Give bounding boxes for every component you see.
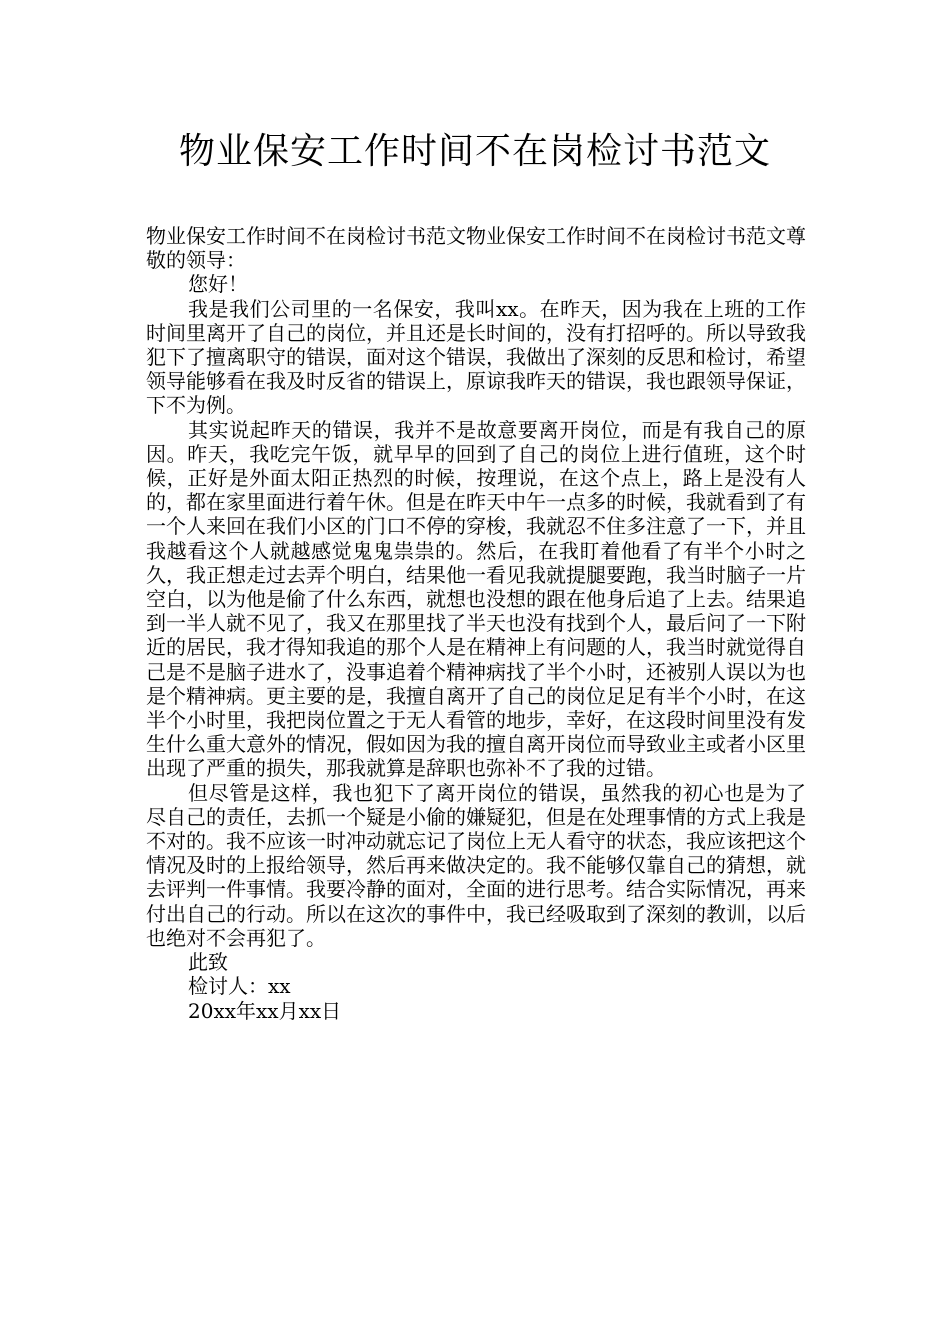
body-paragraph-1: 我是我们公司里的一名保安，我叫xx。在昨天，因为我在上班的工作时间里离开了自己的岗位，并且还是长时间的，没有打招呼的。所以导致我犯下了擅离职守的错误，面对这个错误，我做出了深刻的反思和检讨，希望领导能够看在我及时反省的错误上，原谅我昨天的错误，我也跟领导保证，下不为例。: [146, 296, 806, 418]
intro-paragraph: 物业保安工作时间不在岗检讨书范文物业保安工作时间不在岗检讨书范文尊敬的领导：: [146, 224, 806, 273]
signature: 检讨人：xx: [188, 974, 291, 999]
document-title: 物业保安工作时间不在岗检讨书范文: [178, 131, 771, 172]
closing-salutation: 此致: [188, 950, 228, 975]
date: 20xx年xx月xx日: [188, 998, 342, 1023]
greeting: 您好！: [188, 272, 248, 297]
body-paragraph-3: 但尽管是这样，我也犯下了离开岗位的错误，虽然我的初心也是为了尽自己的责任，去抓一个疑是小偷的嫌疑犯，但是在处理事情的方式上我是不对的。我不应该一时冲动就忘记了岗位上无人看守的状态，我应该把这个情况及时的上报给领导，然后再来做决定的。我不能够仅靠自己的猜想，就去评判一件事情。我要冷静的面对，全面的进行思考。结合实际情况，再来付出自己的行动。所以在这次的事件中，我已经吸取到了深刻的教训，以后也绝对不会再犯了。: [146, 780, 806, 950]
body-paragraph-2: 其实说起昨天的错误，我并不是故意要离开岗位，而是有我自己的原因。昨天，我吃完午饭，就早早的回到了自己的岗位上进行值班，这个时候，正好是外面太阳正热烈的时候，按理说，在这个点上，路上是没有人的，都在家里面进行着午休。但是在昨天中午一点多的时候，我就看到了有一个人来回在我们小区的门口不停的穿梭，我就忍不住多注意了一下，并且我越看这个人就越感觉鬼鬼祟祟的。然后，在我盯着他看了有半个小时之久，我正想走过去弄个明白，结果他一看见我就提腿要跑，我当时脑子一片空白，以为他是偷了什么东西，就想也没想的跟在他身后追了上去。结果追到一半人就不见了，我又在那里找了半天也没有找到个人，最后问了一下附近的居民，我才得知我追的那个人是在精神上有问题的人，我当时就觉得自己是不是脑子进水了，没事追着个精神病找了半个小时，还被别人误以为也是个精神病。更主要的是，我擅自离开了自己的岗位足足有半个小时，在这半个小时里，我把岗位置之于无人看管的地步，幸好，在这段时间里没有发生什么重大意外的情况，假如因为我的擅自离开岗位而导致业主或者小区里出现了严重的损失，那我就算是辞职也弥补不了我的过错。: [146, 417, 806, 781]
document-body: [146, 224, 806, 1023]
